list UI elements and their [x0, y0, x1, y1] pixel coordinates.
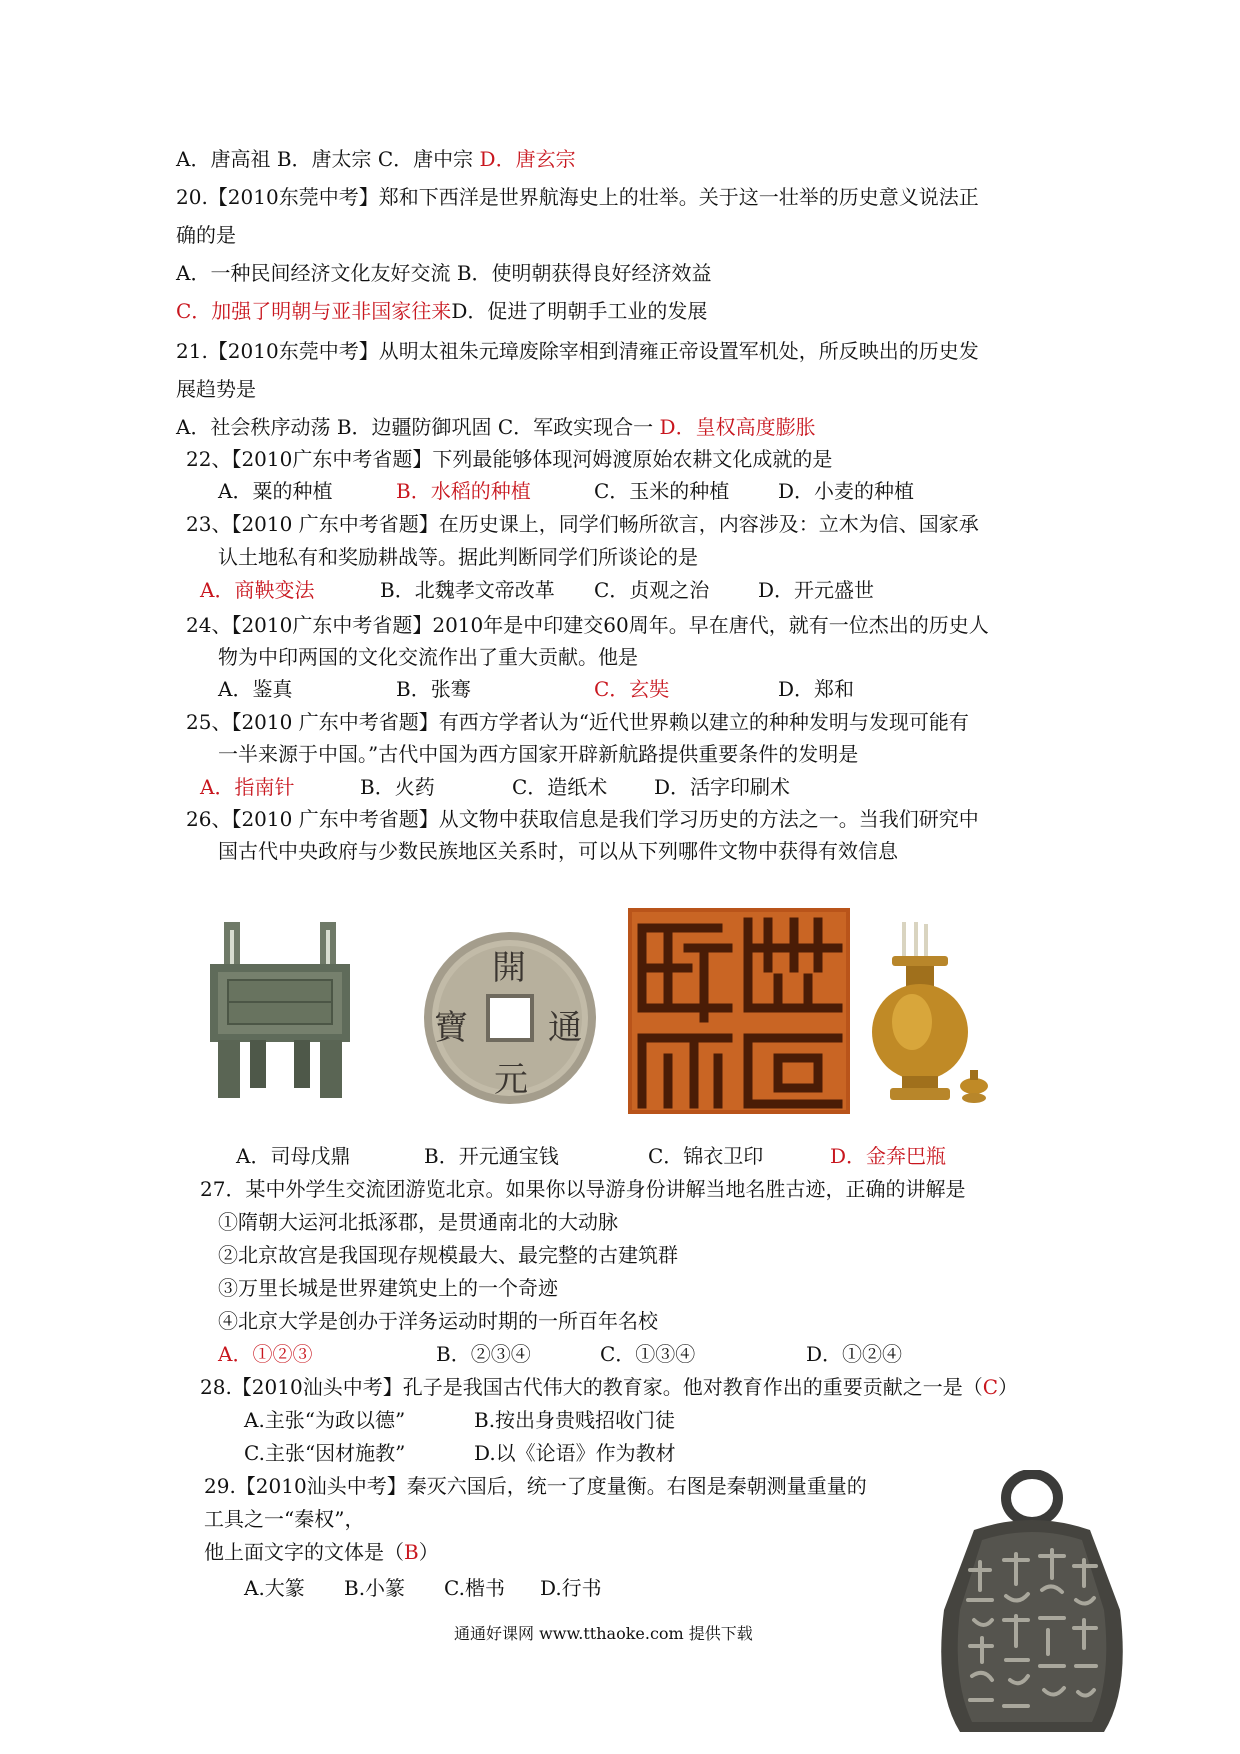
q26-option-b: B．开元通宝钱: [424, 1144, 559, 1168]
simuwu-ding-image: [206, 920, 354, 1100]
q22-option-c: C．玉米的种植: [594, 479, 730, 503]
q27-option-c: C．①③④: [600, 1342, 696, 1366]
q23-option-d: D．开元盛世: [758, 578, 875, 602]
q25-option-a-answer: A．指南针: [200, 775, 295, 799]
q29-option-a: A.大篆: [244, 1576, 305, 1600]
q27-option-b: B．②③④: [436, 1342, 531, 1366]
q20-option-a: A．一种民间经济文化友好交流: [176, 261, 451, 285]
kaiyuan-coin-image: [422, 930, 598, 1106]
q20-stem-line2: 确的是: [176, 223, 236, 247]
page-footer: 通通好课网 www.tthaoke.com 提供下载: [454, 1624, 753, 1643]
q27-option-a-answer: A．①②③: [218, 1342, 313, 1366]
jinyiwei-seal-image: [628, 908, 850, 1114]
q28-answer: C: [982, 1375, 999, 1399]
q29-stem-line3-close: ）: [418, 1540, 439, 1564]
q29-stem-line3: [204, 1539, 439, 1565]
q19-options: [176, 146, 576, 172]
q21-stem-line1: 21.【2010东莞中考】从明太祖朱元璋废除宰相到清雍正帝设置军机处，所反映出的历史发: [176, 339, 979, 363]
q24-option-b: B．张骞: [396, 677, 471, 701]
q23-option-c: C．贞观之治: [594, 578, 710, 602]
q20-option-b: B．使明朝获得良好经济效益: [456, 261, 712, 285]
q20-options-row1: [176, 260, 712, 286]
q28-stem-close: ）: [998, 1375, 1019, 1399]
q20-options-row2: [176, 298, 707, 324]
q23-stem-line2: 认土地私有和奖励耕战等。据此判断同学们所谈论的是: [218, 545, 698, 569]
q26-option-d-answer: D．金奔巴瓶: [830, 1144, 947, 1168]
q28-option-c: C.主张“因材施教”: [244, 1441, 406, 1465]
coin-char-left: 寶: [434, 1008, 468, 1048]
q28-option-d: D.以《论语》作为教材: [474, 1441, 676, 1465]
q19-option-b: B．唐太宗: [276, 147, 372, 171]
q24-stem-line1: 24、【2010广东中考省题】2010年是中印建交60周年。早在唐代，就有一位杰出的历史人: [186, 613, 989, 637]
q28-option-a: A.主张“为政以德”: [244, 1408, 406, 1432]
q21-option-c: C．军政实现合一: [497, 415, 654, 439]
q21-option-b: B．边疆防御巩固: [336, 415, 492, 439]
q21-option-d-answer: D．皇权高度膨胀: [659, 415, 816, 439]
q29-answer: B: [404, 1540, 419, 1564]
q20-option-d: D．促进了明朝手工业的发展: [451, 299, 708, 323]
q29-option-c: C.楷书: [444, 1576, 505, 1600]
coin-char-bottom: 元: [494, 1060, 528, 1100]
q21-option-a: A．社会秩序动荡: [176, 415, 331, 439]
coin-char-right: 通: [548, 1008, 582, 1048]
q29-stem-line3-text: 他上面文字的文体是（: [204, 1540, 404, 1564]
q22-option-d: D．小麦的种植: [778, 479, 915, 503]
q22-option-a: A．粟的种植: [218, 479, 333, 503]
q29-stem-line1: 29.【2010汕头中考】秦灭六国后，统一了度量衡。右图是秦朝测量重量的: [204, 1474, 867, 1498]
q27-stem: 27．某中外学生交流团游览北京。如果你以导游身份讲解当地名胜古迹，正确的讲解是: [200, 1177, 966, 1201]
q19-option-c: C．唐中宗: [377, 147, 474, 171]
q21-stem-line2: 展趋势是: [176, 377, 256, 401]
q26-option-c: C．锦衣卫印: [648, 1144, 764, 1168]
q21-options: [176, 414, 816, 440]
q27-statement-2: ②北京故宫是我国现存规模最大、最完整的古建筑群: [218, 1243, 678, 1267]
q22-stem: 22、【2010广东中考省题】下列最能够体现河姆渡原始农耕文化成就的是: [186, 447, 833, 471]
q27-option-d: D．①②④: [806, 1342, 903, 1366]
q23-option-b: B．北魏孝文帝改革: [380, 578, 555, 602]
q19-option-d-answer: D．唐玄宗: [479, 147, 576, 171]
q28-stem-text: 28.【2010汕头中考】孔子是我国古代伟大的教育家。他对教育作出的重要贡献之一是（: [200, 1375, 983, 1399]
q24-option-d: D．郑和: [778, 677, 855, 701]
q23-option-a-answer: A．商鞅变法: [200, 578, 315, 602]
q27-statement-3: ③万里长城是世界建筑史上的一个奇迹: [218, 1276, 558, 1300]
q28-stem: [200, 1374, 1018, 1400]
q27-statement-4: ④北京大学是创办于洋务运动时期的一所百年名校: [218, 1309, 658, 1333]
q25-option-b: B．火药: [360, 775, 435, 799]
q25-stem-line2: 一半来源于中国。”古代中国为西方国家开辟新航路提供重要条件的发明是: [218, 742, 859, 766]
golden-vase-image: [862, 922, 994, 1110]
q28-option-b: B.按出身贵贱招收门徒: [474, 1408, 676, 1432]
q24-option-c-answer: C．玄奘: [594, 677, 670, 701]
q25-option-d: D．活字印刷术: [654, 775, 791, 799]
q26-stem-line1: 26、【2010 广东中考省题】从文物中获取信息是我们学习历史的方法之一。当我们研究中: [186, 807, 979, 831]
q29-option-b: B.小篆: [344, 1576, 406, 1600]
q23-stem-line1: 23、【2010 广东中考省题】在历史课上，同学们畅所欲言，内容涉及：立木为信、国家承: [186, 512, 979, 536]
q26-option-a: A．司母戊鼎: [236, 1144, 351, 1168]
q25-option-c: C．造纸术: [512, 775, 608, 799]
q19-option-a: A．唐高祖: [176, 147, 271, 171]
q29-option-d: D.行书: [540, 1576, 602, 1600]
q27-statement-1: ①隋朝大运河北抵涿郡，是贯通南北的大动脉: [218, 1210, 618, 1234]
coin-char-top: 開: [492, 948, 526, 988]
q24-stem-line2: 物为中印两国的文化交流作出了重大贡献。他是: [218, 645, 638, 669]
qin-weight-image: [934, 1470, 1130, 1740]
q29-stem-line2: 工具之一“秦权”，: [204, 1507, 365, 1531]
q20-stem-line1: 20.【2010东莞中考】郑和下西洋是世界航海史上的壮举。关于这一壮举的历史意义说法正: [176, 185, 979, 209]
q25-stem-line1: 25、【2010 广东中考省题】有西方学者认为“近代世界赖以建立的种种发明与发现可能有: [186, 710, 969, 734]
q20-option-c-answer: C．加强了明朝与亚非国家往来: [176, 299, 452, 323]
q26-stem-line2: 国古代中央政府与少数民族地区关系时，可以从下列哪件文物中获得有效信息: [218, 839, 898, 863]
q22-option-b-answer: B．水稻的种植: [396, 479, 531, 503]
q24-option-a: A．鉴真: [218, 677, 293, 701]
